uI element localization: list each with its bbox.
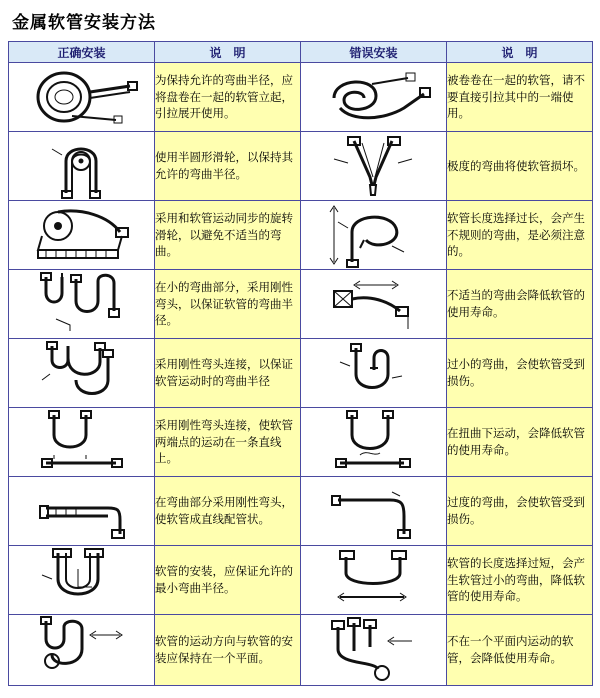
excessive-bend-damage-icon (304, 478, 444, 544)
figure-cell-wrong (301, 201, 447, 270)
header-correct-note: 说 明 (155, 42, 301, 63)
table-head (9, 42, 593, 63)
note-cell-correct: 采用刚性弯头连接，以保证软管运动时的弯曲半径 (155, 339, 301, 408)
installation-methods-table (8, 41, 593, 686)
figure-cell-wrong (301, 477, 447, 546)
note-cell-wrong: 过小的弯曲，会使软管受到损伤。 (447, 339, 593, 408)
figure-cell-wrong (301, 132, 447, 201)
semicircular-guide-roller-icon (12, 133, 152, 199)
coiled-hose-pulled-end-icon (304, 64, 444, 130)
note-cell-wrong: 被卷卷在一起的软管，请不要直接引拉其中的一端使用。 (447, 63, 593, 132)
same-plane-motion-icon (12, 615, 152, 685)
straight-line-motion-icon (12, 409, 152, 475)
improper-bend-shortens-life-icon (304, 271, 444, 337)
straight-pipe-with-elbow-icon (12, 478, 152, 544)
figure-cell-correct (9, 615, 155, 686)
note-cell-wrong: 在扭曲下运动，会降低软管的使用寿命。 (447, 408, 593, 477)
table-row (9, 201, 593, 270)
coiled-hose-upright-icon (12, 64, 152, 130)
minimum-bend-radius-u-icon (12, 547, 152, 613)
table-row (9, 546, 593, 615)
note-cell-correct: 软管的运动方向与软管的安装应保持在一个平面。 (155, 615, 301, 686)
note-cell-correct: 为保持允许的弯曲半径，应将盘卷在一起的软管立起，引拉展开使用。 (155, 63, 301, 132)
rotating-pulley-sync-icon (12, 202, 152, 268)
sharp-bend-damage-icon (304, 133, 444, 199)
torsional-motion-icon (304, 409, 444, 475)
table-row (9, 408, 593, 477)
figure-cell-wrong (301, 408, 447, 477)
table-row (9, 615, 593, 686)
note-cell-wrong: 不在一个平面内运动的软管，会降低使用寿命。 (447, 615, 593, 686)
figure-cell-correct (9, 201, 155, 270)
figure-cell-wrong (301, 339, 447, 408)
table-row (9, 477, 593, 546)
over-length-irregular-bend-icon (304, 202, 444, 268)
note-cell-wrong: 软管长度选择过长，会产生不规则的弯曲，是必须注意的。 (447, 201, 593, 270)
note-cell-correct: 在弯曲部分采用刚性弯头，使软管成直线配管状。 (155, 477, 301, 546)
figure-cell-wrong (301, 63, 447, 132)
note-cell-wrong: 过度的弯曲，会使软管受到损伤。 (447, 477, 593, 546)
figure-cell-correct (9, 63, 155, 132)
table-row (9, 132, 593, 201)
table-row (9, 63, 593, 132)
too-small-bend-damage-icon (304, 340, 444, 406)
note-cell-correct: 采用和软管运动同步的旋转滑轮，以避免不适当的弯曲。 (155, 201, 301, 270)
too-long-small-bend-icon (304, 547, 444, 613)
figure-cell-correct (9, 408, 155, 477)
figure-cell-correct (9, 546, 155, 615)
header-correct-install: 正确安装 (9, 42, 155, 63)
rigid-elbow-connection-icon (12, 340, 152, 406)
rigid-elbow-small-bend-icon (12, 271, 152, 337)
table-body (9, 63, 593, 686)
out-of-plane-motion-icon (304, 615, 444, 685)
note-cell-correct: 软管的安装，应保证允许的最小弯曲半径。 (155, 546, 301, 615)
note-cell-correct: 采用刚性弯头连接，使软管两端点的运动在一条直线上。 (155, 408, 301, 477)
header-wrong-install: 错误安装 (301, 42, 447, 63)
note-cell-wrong: 不适当的弯曲会降低软管的使用寿命。 (447, 270, 593, 339)
note-cell-correct: 在小的弯曲部分，采用刚性弯头，以保证软管的弯曲半径。 (155, 270, 301, 339)
table-row (9, 270, 593, 339)
figure-cell-correct (9, 477, 155, 546)
header-wrong-note: 说 明 (447, 42, 593, 63)
figure-cell-correct (9, 270, 155, 339)
figure-cell-wrong (301, 615, 447, 686)
note-cell-correct: 使用半圆形滑轮，以保持其允许的弯曲半径。 (155, 132, 301, 201)
figure-cell-correct (9, 339, 155, 408)
figure-cell-wrong (301, 546, 447, 615)
table-row (9, 339, 593, 408)
header-row (9, 42, 593, 63)
note-cell-wrong: 软管的长度选择过短，会产生软管过小的弯曲，降低软管的使用寿命。 (447, 546, 593, 615)
page-title: 金属软管安装方法 (12, 13, 156, 33)
figure-cell-wrong (301, 270, 447, 339)
figure-cell-correct (9, 132, 155, 201)
note-cell-wrong: 极度的弯曲将使软管损坏。 (447, 132, 593, 201)
